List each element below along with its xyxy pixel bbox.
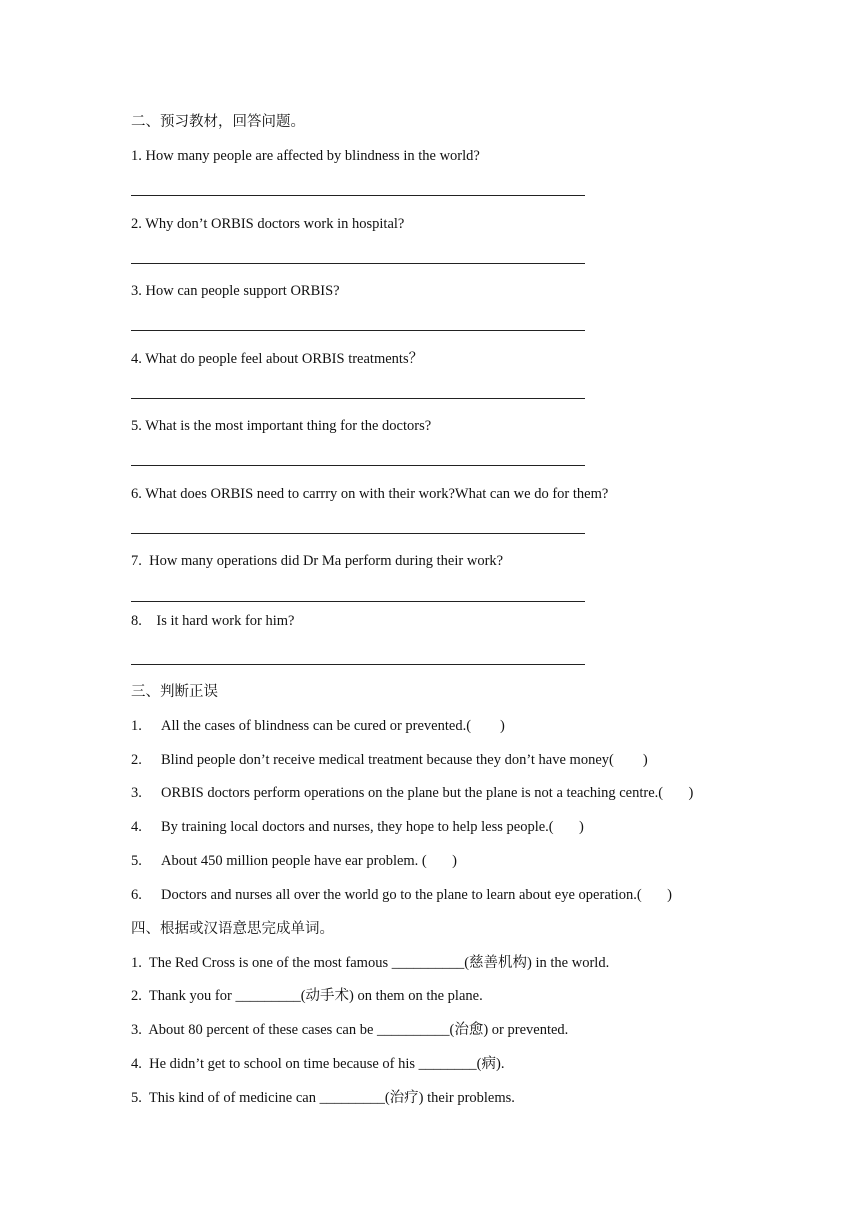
- judge-item-number: 1.: [131, 718, 142, 734]
- judge-item-number: 2.: [131, 752, 142, 768]
- question-6: 6. What does ORBIS need to carrry on with their work?What can we do for them?: [131, 486, 609, 502]
- question-1: 1. How many people are affected by blindness in the world?: [131, 148, 480, 164]
- question-3: 3. How can people support ORBIS?: [131, 283, 340, 299]
- judge-item-number: 4.: [131, 819, 142, 835]
- answer-line[interactable]: [131, 398, 585, 399]
- section-heading: 四、根据或汉语意思完成单词。: [131, 921, 334, 937]
- question-4: 4. What do people feel about ORBIS treatments？: [131, 351, 424, 367]
- judge-item-number: 3.: [131, 785, 142, 801]
- answer-line[interactable]: [131, 330, 585, 331]
- judge-item-text: Doctors and nurses all over the world go to the plane to learn about eye operation.( ): [161, 887, 672, 903]
- fill-item-5: 5. This kind of of medicine can _________(治疗) their problems.: [131, 1090, 515, 1106]
- question-2: 2. Why don’t ORBIS doctors work in hospital?: [131, 216, 405, 232]
- fill-item-1: 1. The Red Cross is one of the most famous __________(慈善机构) in the world.: [131, 955, 610, 971]
- judge-item-text: All the cases of blindness can be cured or prevented.( ): [161, 718, 505, 734]
- judge-item-text: By training local doctors and nurses, they hope to help less people.( ): [161, 819, 584, 835]
- question-7: 7. How many operations did Dr Ma perform during their work?: [131, 553, 504, 569]
- answer-line[interactable]: [131, 664, 585, 665]
- judge-item-text: Blind people don’t receive medical treatment because they don’t have money( ): [161, 752, 648, 768]
- answer-line[interactable]: [131, 601, 585, 602]
- answer-line[interactable]: [131, 465, 585, 466]
- answer-line[interactable]: [131, 263, 585, 264]
- judge-item-number: 5.: [131, 853, 142, 869]
- judge-item-text: ORBIS doctors perform operations on the plane but the plane is not a teaching centre.( ): [161, 785, 694, 801]
- judge-item-text: About 450 million people have ear problem. ( ): [161, 853, 457, 869]
- question-8: 8. Is it hard work for him?: [131, 613, 295, 629]
- answer-line[interactable]: [131, 195, 585, 196]
- fill-item-3: 3. About 80 percent of these cases can be __________(治愈) or prevented.: [131, 1022, 569, 1038]
- section-heading: 二、预习教材，回答问题。: [131, 114, 305, 130]
- fill-item-4: 4. He didn’t get to school on time because of his ________(病).: [131, 1056, 505, 1072]
- question-5: 5. What is the most important thing for the doctors?: [131, 418, 432, 434]
- answer-line[interactable]: [131, 533, 585, 534]
- section-heading: 三、判断正误: [131, 684, 218, 700]
- fill-item-2: 2. Thank you for _________(动手术) on them on the plane.: [131, 988, 483, 1004]
- judge-item-number: 6.: [131, 887, 142, 903]
